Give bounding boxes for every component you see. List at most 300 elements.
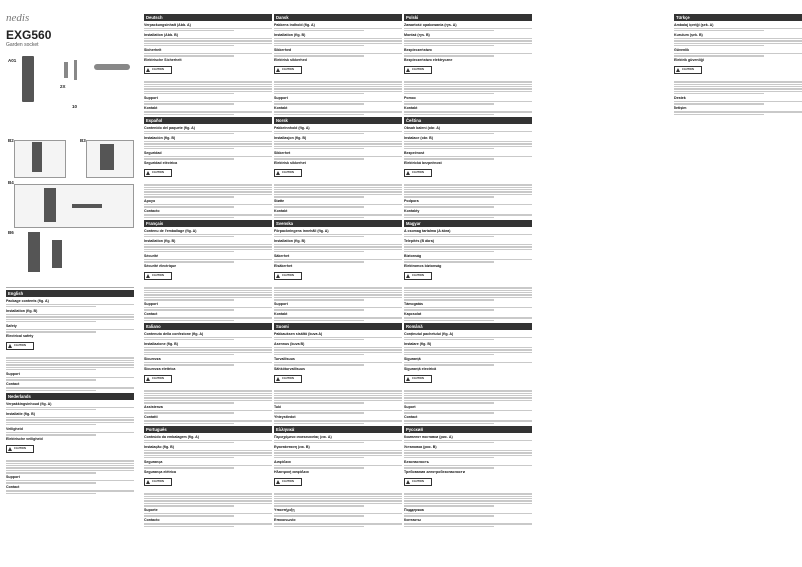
text-line <box>404 191 532 192</box>
text-line <box>274 390 402 391</box>
text-line <box>274 40 402 41</box>
text-line <box>144 287 272 288</box>
section-heading: Kontakt <box>144 106 158 111</box>
text-line <box>274 402 364 403</box>
caution-label: CAUTION <box>152 67 164 71</box>
text-line <box>274 347 402 348</box>
model-number: EXG560 <box>6 28 52 42</box>
section-heading: Turvallisuus <box>274 356 295 361</box>
text-line <box>674 93 764 94</box>
text-line <box>144 450 272 451</box>
text-line <box>674 91 802 92</box>
text-line <box>274 452 402 453</box>
text-line <box>404 133 494 134</box>
text-line <box>144 498 272 499</box>
section-heading: Safety <box>6 323 17 328</box>
text-line <box>674 114 764 115</box>
caution-symbol <box>274 169 302 177</box>
section-heading: Kontakt <box>274 209 288 214</box>
text-line <box>674 81 802 82</box>
text-line <box>144 505 234 506</box>
text-line <box>404 452 532 453</box>
text-line <box>144 184 272 185</box>
text-line <box>404 55 494 56</box>
text-line <box>404 465 532 466</box>
text-line <box>274 236 364 237</box>
text-line <box>404 148 494 149</box>
text-line <box>144 156 272 157</box>
text-line <box>404 287 532 288</box>
figure-label: B4 <box>8 180 14 185</box>
text-line <box>144 84 272 85</box>
text-line <box>6 390 96 391</box>
text-line <box>144 513 272 514</box>
text-line <box>404 84 532 85</box>
text-line <box>274 196 364 197</box>
text-line <box>274 30 364 31</box>
text-line <box>674 84 802 85</box>
language-header: Italiano <box>144 323 272 330</box>
bolt-illustration <box>64 62 68 78</box>
figure-label: B6 <box>8 230 14 235</box>
caution-label: CAUTION <box>282 479 294 483</box>
text-line <box>404 43 532 44</box>
text-line <box>404 467 494 468</box>
text-line <box>144 400 272 401</box>
text-line <box>144 204 272 205</box>
text-line <box>6 331 96 332</box>
text-line <box>274 114 364 115</box>
language-header: Português <box>144 426 272 433</box>
text-line <box>6 434 96 435</box>
section-heading: Förpackningens innehåll (fig. A) <box>274 228 329 233</box>
text-line <box>144 246 272 247</box>
text-line <box>274 395 402 396</box>
text-line <box>404 440 532 441</box>
text-line <box>144 503 272 504</box>
text-line <box>404 217 494 218</box>
text-line <box>6 424 96 425</box>
caution-label: CAUTION <box>682 67 694 71</box>
text-line <box>404 496 532 497</box>
language-header: Čeština <box>404 117 532 124</box>
section-heading: Sicurezza elettrica <box>144 367 176 372</box>
language-header: Français <box>144 220 272 227</box>
text-line <box>144 294 272 295</box>
text-line <box>144 412 234 413</box>
text-line <box>404 503 532 504</box>
text-line <box>404 307 532 308</box>
language-header: Magyar <box>404 220 532 227</box>
mounting-plate-illustration <box>72 204 102 208</box>
caution-symbol <box>6 445 34 453</box>
text-line <box>674 88 802 89</box>
text-line <box>144 410 272 411</box>
text-line <box>144 206 234 207</box>
text-line <box>6 465 134 466</box>
text-line <box>274 393 402 394</box>
section-heading: Installation (fig. B) <box>144 238 176 243</box>
section-heading: Elsäkerhet <box>274 264 293 269</box>
section-heading: Yhteystiedot <box>274 415 296 420</box>
language-header: Español <box>144 117 272 124</box>
section-heading: Assistenza <box>144 405 163 410</box>
section-heading: Контакты <box>404 518 421 523</box>
text-line <box>274 103 364 104</box>
text-line <box>404 498 532 499</box>
text-line <box>674 86 802 87</box>
text-line <box>404 493 532 494</box>
section-heading: Sikkerhed <box>274 47 292 52</box>
section-heading: Obsah balení (obr. A) <box>404 125 441 130</box>
text-line <box>674 45 764 46</box>
text-line <box>144 337 272 338</box>
text-line <box>144 347 272 348</box>
section-heading: Contenu de l'emballage (fig. A) <box>144 228 197 233</box>
column-3-text <box>404 12 532 528</box>
text-line <box>274 146 402 147</box>
garden-socket-illustration <box>22 56 34 102</box>
text-line <box>144 40 272 41</box>
text-line <box>274 93 364 94</box>
section-heading: Telepítés (B ábra) <box>404 238 434 243</box>
caution-label: CAUTION <box>152 273 164 277</box>
text-line <box>144 88 272 89</box>
text-line <box>404 299 494 300</box>
text-line <box>274 400 402 401</box>
text-line <box>674 101 802 102</box>
section-heading: Contacto <box>144 209 160 214</box>
socket-post-illustration <box>52 240 62 268</box>
section-heading: Installasjon (fig. B) <box>274 135 307 140</box>
figure-label: 10 <box>72 104 78 109</box>
section-heading: Περιεχόμενα συσκευασίας (εικ. A) <box>274 434 332 439</box>
caution-symbol <box>144 272 172 280</box>
text-line <box>6 362 134 363</box>
text-line <box>6 480 134 481</box>
section-heading: Montaż (rys. B) <box>404 32 430 37</box>
caution-label: CAUTION <box>412 273 424 277</box>
section-heading: Siguranță electrică <box>404 367 437 372</box>
section-heading: Contenido del paquete (fig. A) <box>144 125 195 130</box>
text-line <box>274 86 402 87</box>
section-heading: Contacto <box>144 518 160 523</box>
text-line <box>274 261 364 262</box>
text-line <box>404 206 494 207</box>
section-heading: Elektrisk sikkerhet <box>274 161 306 166</box>
text-line <box>6 470 134 471</box>
text-line <box>404 196 494 197</box>
figure-label: A01 <box>8 58 17 63</box>
section-heading: Bezpieczeństwo elektryczne <box>404 58 453 63</box>
text-line <box>274 143 402 144</box>
language-header: Ελληνικά <box>274 426 402 433</box>
text-line <box>404 214 532 215</box>
text-line <box>144 496 272 497</box>
section-heading: Veiligheid <box>6 426 23 431</box>
caution-label: CAUTION <box>282 376 294 380</box>
text-line <box>404 158 494 159</box>
language-header: Türkçe <box>674 14 802 21</box>
section-heading: Elektromos biztonság <box>404 264 442 269</box>
text-line <box>144 526 234 527</box>
text-line <box>274 450 402 451</box>
section-heading: Pakkeinnhold (fig. A) <box>274 125 310 130</box>
text-line <box>6 364 134 365</box>
text-line <box>144 339 234 340</box>
text-line <box>144 423 234 424</box>
figure-label: 2X <box>60 84 66 89</box>
caution-symbol <box>144 66 172 74</box>
section-heading: Support <box>144 95 158 100</box>
section-heading: Säkerhet <box>274 253 290 258</box>
section-heading: Instalare (fig. B) <box>404 341 432 346</box>
text-line <box>404 364 494 365</box>
text-line <box>144 362 272 363</box>
text-line <box>274 259 402 260</box>
text-line <box>144 352 272 353</box>
text-line <box>404 91 532 92</box>
caution-symbol <box>274 272 302 280</box>
text-line <box>274 111 402 112</box>
section-heading: Elektrická bezpečnost <box>404 161 442 166</box>
text-line <box>144 196 234 197</box>
caution-label: CAUTION <box>412 67 424 71</box>
text-line <box>274 294 402 295</box>
text-line <box>404 317 532 318</box>
text-line <box>6 417 134 418</box>
text-line <box>274 131 402 132</box>
figure-label: B2 <box>8 138 14 143</box>
caution-label: CAUTION <box>152 376 164 380</box>
section-heading: Sécurité <box>144 253 159 258</box>
text-line <box>404 455 532 456</box>
text-line <box>674 28 802 29</box>
section-heading: Támogatás <box>404 302 423 307</box>
text-line <box>144 440 272 441</box>
text-line <box>274 500 402 501</box>
text-line <box>274 38 402 39</box>
text-line <box>144 187 272 188</box>
text-line <box>404 505 494 506</box>
text-line <box>144 397 272 398</box>
section-heading: Kontakt <box>274 312 288 317</box>
text-line <box>6 463 134 464</box>
text-line <box>274 287 402 288</box>
text-line <box>6 321 96 322</box>
text-line <box>404 337 532 338</box>
text-line <box>404 246 532 247</box>
text-line <box>274 251 364 252</box>
text-line <box>6 409 96 410</box>
text-line <box>274 410 402 411</box>
section-heading: Installation (fig. B) <box>274 32 306 37</box>
section-heading: Kontakt <box>274 106 288 111</box>
section-heading: Kurulum (şek. B) <box>674 32 703 37</box>
section-heading: Безопасность <box>404 459 429 464</box>
text-line <box>144 500 272 501</box>
text-line <box>144 349 272 350</box>
language-header: Русский <box>404 426 532 433</box>
section-heading: Support <box>144 302 158 307</box>
text-line <box>144 292 272 293</box>
text-line <box>144 111 272 112</box>
caution-symbol <box>404 272 432 280</box>
caution-label: CAUTION <box>152 170 164 174</box>
text-line <box>674 55 764 56</box>
caution-symbol <box>674 66 702 74</box>
section-heading: Package contents (fig. A) <box>6 298 49 303</box>
text-line <box>144 259 272 260</box>
text-line <box>6 422 134 423</box>
text-line <box>274 496 402 497</box>
column-0-text <box>6 288 134 495</box>
text-line <box>404 513 532 514</box>
section-heading: A csomag tartalma (A ábra) <box>404 228 451 233</box>
text-line <box>404 294 532 295</box>
section-heading: Υποστήριξη <box>274 508 295 513</box>
caution-symbol <box>404 478 432 486</box>
text-line <box>144 131 272 132</box>
text-line <box>274 420 402 421</box>
text-line <box>274 397 402 398</box>
section-heading: Требования электробезопасности <box>404 470 465 475</box>
text-line <box>144 53 272 54</box>
text-line <box>144 493 272 494</box>
text-line <box>274 320 364 321</box>
section-heading: Ηλεκτρική ασφάλεια <box>274 470 309 475</box>
text-line <box>404 362 532 363</box>
section-heading: Installation (Abb. B) <box>144 32 178 37</box>
text-line <box>144 28 272 29</box>
text-line <box>404 354 494 355</box>
text-line <box>404 523 532 524</box>
section-heading: Installazione (fig. B) <box>144 341 178 346</box>
section-heading: Asennus (kuva B) <box>274 341 305 346</box>
text-line <box>274 465 402 466</box>
column-1-text <box>144 12 272 528</box>
text-line <box>404 297 532 298</box>
section-heading: Contact <box>144 312 158 317</box>
text-line <box>404 309 494 310</box>
text-line <box>144 114 234 115</box>
text-line <box>274 290 402 291</box>
text-line <box>274 513 402 514</box>
text-line <box>404 349 532 350</box>
text-line <box>144 455 272 456</box>
section-heading: Support <box>274 95 288 100</box>
section-heading: Suport <box>404 405 416 410</box>
text-line <box>404 45 494 46</box>
text-line <box>144 38 272 39</box>
text-line <box>144 141 272 142</box>
text-line <box>274 234 402 235</box>
text-line <box>404 347 532 348</box>
text-line <box>144 420 272 421</box>
text-line <box>404 249 532 250</box>
text-line <box>144 214 272 215</box>
language-header: Polski <box>404 14 532 21</box>
language-header: Svenska <box>274 220 402 227</box>
language-header: Norsk <box>274 117 402 124</box>
text-line <box>404 189 532 190</box>
text-line <box>274 457 364 458</box>
text-line <box>674 38 802 39</box>
text-line <box>274 249 402 250</box>
text-line <box>274 45 364 46</box>
caution-label: CAUTION <box>282 67 294 71</box>
text-line <box>674 53 802 54</box>
text-line <box>144 133 234 134</box>
text-line <box>274 191 402 192</box>
text-line <box>274 214 402 215</box>
text-line <box>274 423 364 424</box>
text-line <box>144 317 272 318</box>
bolt-illustration <box>74 60 77 80</box>
text-line <box>274 156 402 157</box>
text-line <box>274 523 402 524</box>
text-line <box>404 103 494 104</box>
text-line <box>274 498 402 499</box>
text-line <box>274 455 402 456</box>
text-line <box>274 55 364 56</box>
text-line <box>144 45 234 46</box>
section-heading: Ambalaj içeriği (şek. A) <box>674 22 714 27</box>
text-line <box>144 290 272 291</box>
text-line <box>6 379 96 380</box>
text-line <box>144 354 234 355</box>
text-line <box>404 400 532 401</box>
text-line <box>6 419 134 420</box>
section-heading: Kontakt <box>404 106 418 111</box>
text-line <box>274 158 364 159</box>
column-5-text <box>674 12 802 116</box>
section-heading: İletişim <box>674 106 687 111</box>
caution-symbol <box>144 478 172 486</box>
text-line <box>274 246 402 247</box>
section-heading: Pomoc <box>404 95 416 100</box>
text-line <box>144 364 234 365</box>
text-line <box>274 84 402 85</box>
text-line <box>144 86 272 87</box>
text-line <box>144 103 234 104</box>
text-line <box>274 299 364 300</box>
text-line <box>144 393 272 394</box>
text-line <box>144 148 234 149</box>
text-line <box>144 146 272 147</box>
text-line <box>404 53 532 54</box>
section-heading: Verpakkingsinhoud (fig. A) <box>6 401 52 406</box>
text-line <box>144 261 234 262</box>
text-line <box>274 292 402 293</box>
text-line <box>144 442 234 443</box>
section-heading: Sikkerhet <box>274 150 291 155</box>
caution-label: CAUTION <box>412 479 424 483</box>
text-line <box>144 251 234 252</box>
text-line <box>404 259 532 260</box>
caution-symbol <box>274 66 302 74</box>
text-line <box>404 30 494 31</box>
text-line <box>274 339 364 340</box>
text-line <box>144 457 234 458</box>
text-line <box>674 30 764 31</box>
text-line <box>274 349 402 350</box>
text-line <box>404 251 494 252</box>
product-subtitle: Garden socket <box>6 42 39 48</box>
caution-symbol <box>274 478 302 486</box>
text-line <box>404 38 532 39</box>
text-line <box>6 304 134 305</box>
